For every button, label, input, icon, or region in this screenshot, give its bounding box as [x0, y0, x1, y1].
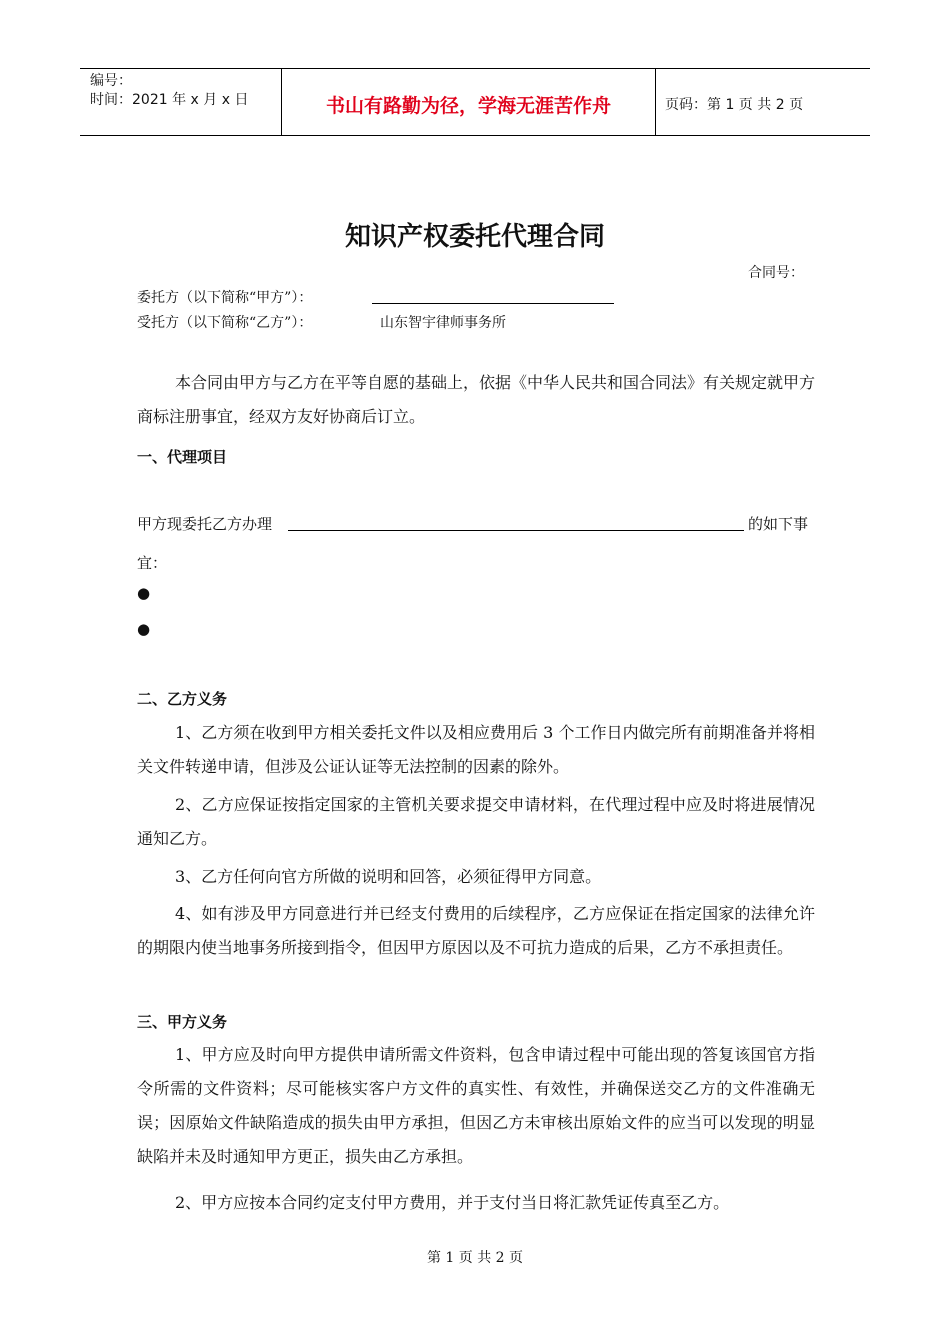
section3-item-2: 2、甲方应按本合同约定支付甲方费用，并于支付当日将汇款凭证传真至乙方。: [175, 1193, 730, 1212]
header-motto: 书山有路勤为径，学海无涯苦作舟: [325, 95, 611, 117]
header-date-label: 时间：2021 年 x 月 x 日: [90, 92, 249, 108]
header-top-rule: [80, 68, 870, 69]
section1-text-wrap: 宜：: [137, 554, 168, 572]
section1-heading: 一、代理项目: [137, 448, 228, 466]
bullet-item: ●: [137, 584, 151, 602]
section2-item-1: 1、乙方须在收到甲方相关委托文件以及相应费用后 3 个工作日内做完所有前期准备并将相关文件转递申请，但涉及公证认证等无法控制的因素的除外。: [137, 723, 815, 776]
document-title: 知识产权委托代理合同: [344, 222, 605, 252]
header-divider-right: [655, 68, 656, 136]
section1-text-after: 的如下事: [748, 515, 809, 533]
intro-paragraph: 本合同由甲方与乙方在平等自愿的基础上，依据《中华人民共和国合同法》有关规定就甲方商标注册事宜，经双方友好协商后订立。: [137, 373, 816, 426]
party-a-blank: [372, 303, 614, 304]
party-b-label: 受托方（以下简称“乙方”）：: [137, 315, 313, 331]
contract-number-label: 合同号：: [748, 265, 804, 281]
page-footer: 第 1 页 共 2 页: [426, 1250, 524, 1266]
section2-item-3: 3、乙方任何向官方所做的说明和回答，必须征得甲方同意。: [175, 867, 602, 886]
section2-heading: 二、乙方义务: [137, 690, 228, 708]
section2-item-2: 2、乙方应保证按指定国家的主管机关要求提交申请材料，在代理过程中应及时将进展情况通知乙方。: [137, 795, 815, 848]
party-b-value: 山东智宇律师事务所: [380, 315, 506, 331]
bullet-item: ●: [137, 620, 151, 638]
section3-heading: 三、甲方义务: [137, 1013, 228, 1031]
header-meta: [90, 72, 248, 110]
section3-item-1: 1、甲方应及时向甲方提供申请所需文件资料，包含申请过程中可能出现的答复该国官方指令所需的文件资料；尽可能核实客户方文件的真实性、有效性，并确保送交乙方的文件准确无误；因原始文件缺陷造成的损失由甲方承担，但因乙方未审核出原始文件的应当可以发现的明显缺陷并未及时通知甲方更正，损失由乙方承担。: [137, 1045, 815, 1166]
header-bottom-rule: [80, 135, 870, 136]
header-page-info: 页码：第 1 页 共 2 页: [665, 97, 804, 113]
section2-item-4: 4、如有涉及甲方同意进行并已经支付费用的后续程序，乙方应保证在指定国家的法律允许的期限内使当地事务所接到指令，但因甲方原因以及不可抗力造成的后果，乙方不承担责任。: [137, 904, 815, 957]
party-a-label: 委托方（以下简称“甲方”）：: [137, 290, 313, 306]
section1-text-before: 甲方现委托乙方办理: [137, 515, 273, 533]
section1-blank: [288, 530, 744, 531]
header-number-label: 编号：: [90, 73, 132, 89]
